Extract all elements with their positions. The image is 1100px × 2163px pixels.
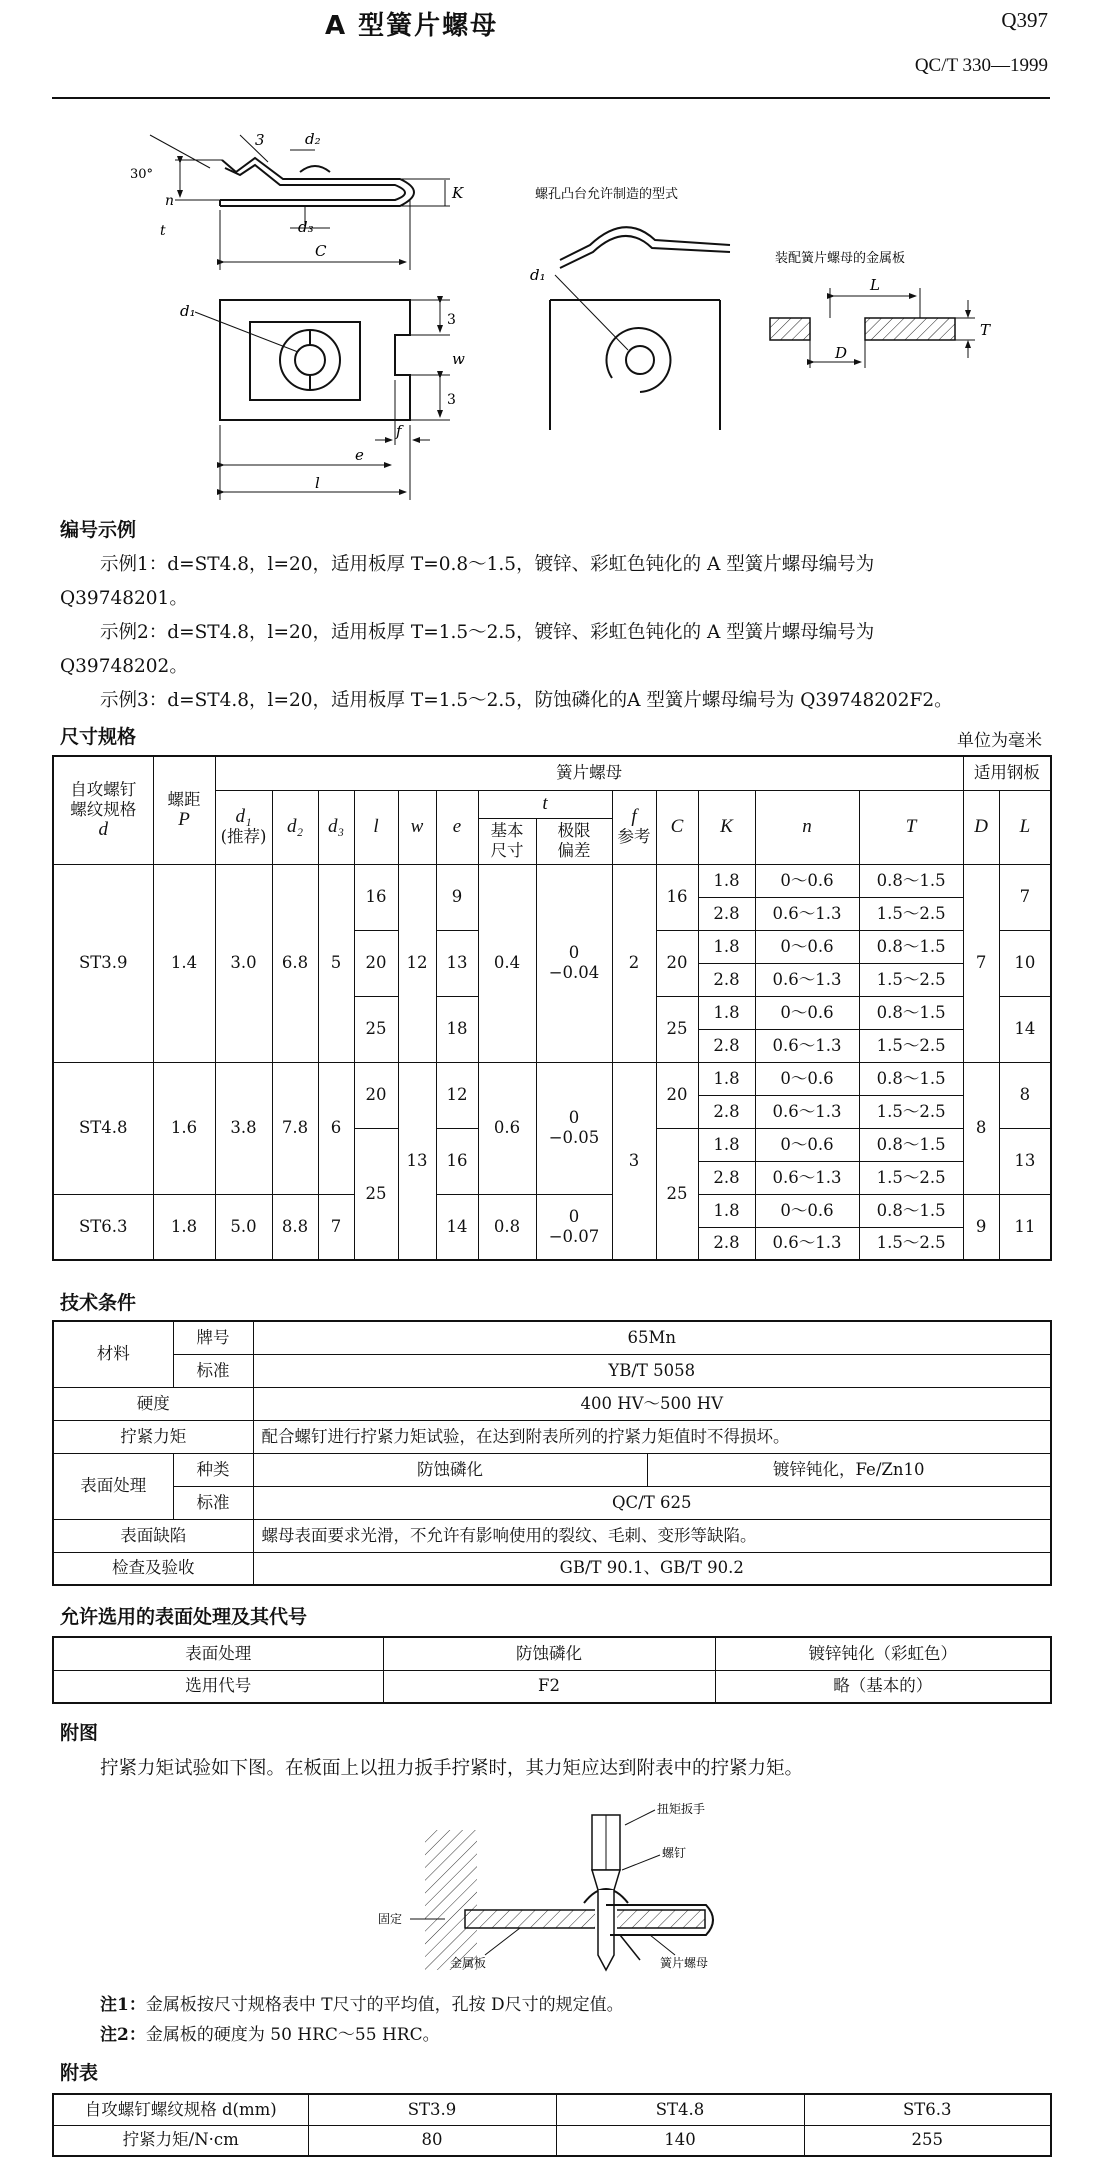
numbering-heading: 编号示例 [60, 519, 137, 541]
header-rule [52, 97, 1050, 99]
th-f: f 参考 [612, 790, 656, 864]
ex2-body: d=ST4.8，l=20，适用板厚 T=1.5～2.5，镀锌、彩虹色钝化的 A 型簧片螺母编号为 [167, 622, 875, 643]
note-1: 注1：金属板按尺寸规格表中 T尺寸的平均值，孔按 D尺寸的规定值。 [100, 1995, 624, 2015]
table-row: 材料 牌号 65Mn [53, 1321, 1051, 1354]
dim-l: l [315, 474, 320, 492]
dim-K: K [452, 184, 464, 202]
page-title: A 型簧片螺母 [325, 11, 499, 41]
caption-boss: 螺孔凸台允许制造的型式 [535, 187, 679, 202]
dim-t: t [160, 223, 166, 239]
table-row: 2.8 0.6～1.3 1.5～2.5 [53, 1161, 1051, 1194]
label-fixed: 固定 [378, 1912, 403, 1926]
ex2-cont: Q39748202。 [60, 656, 188, 677]
table-row: 20 13 20 1.8 0～0.6 0.8～1.5 10 [53, 930, 1051, 963]
torque-test-drawing [370, 1795, 750, 1980]
surface-codes-table [52, 1636, 1052, 1704]
th-t-dev: 极限 偏差 [536, 818, 612, 864]
appendix-table [52, 2093, 1052, 2157]
label-plate: 金属板 [450, 1956, 487, 1970]
dim-d2: d₂ [305, 130, 321, 148]
dim-e: e [355, 446, 364, 464]
label-spring-nut: 簧片螺母 [660, 1956, 709, 1970]
ex3-body: d=ST4.8，l=20，适用板厚 T=1.5～2.5，防蚀磷化的A 型簧片螺母编号为 Q39748202F2。 [167, 690, 953, 711]
table-row: 拧紧力矩 配合螺钉进行拧紧力矩试验，在达到附表所列的拧紧力矩值时不得损坏。 [53, 1420, 1051, 1453]
dim-d1-detail: d₁ [530, 266, 546, 284]
label-screw: 螺钉 [662, 1846, 687, 1860]
appendix-table-heading: 附表 [60, 2062, 99, 2084]
th-e: e [436, 790, 478, 864]
table-row: 标准 QC/T 625 [53, 1486, 1051, 1519]
dim-three-a: 3 [447, 312, 456, 328]
table-row: ST6.3 1.8 5.0 8.8 7 14 0.8 0 −0.07 1.8 0～0.6 0.8～1.5 9 11 [53, 1194, 1051, 1227]
table-row: 25 18 25 1.8 0～0.6 0.8～1.5 14 [53, 996, 1051, 1029]
th-t-basic: 基本 尺寸 [478, 818, 536, 864]
technical-drawing [0, 100, 1100, 510]
table-row: 2.8 0.6～1.3 1.5～2.5 [53, 1095, 1051, 1128]
ex1-body: d=ST4.8，l=20，适用板厚 T=0.8～1.5，镀锌、彩虹色钝化的 A 型簧片螺母编号为 [167, 554, 875, 575]
th-pitch: 螺距 P [153, 756, 215, 864]
dim-three-b: 3 [447, 392, 456, 408]
ex1-cont: Q39748201。 [60, 588, 188, 609]
th-d1: d₁ (推荐) [215, 790, 272, 864]
dim-d1: d₁ [180, 302, 196, 320]
label-wrench: 扭矩扳手 [657, 1802, 706, 1816]
numbering-examples [60, 548, 1050, 718]
dims-unit: 单位为毫米 [957, 731, 1042, 751]
dim-d3: d₃ [298, 218, 314, 236]
ex1-prefix: 示例1： [100, 554, 168, 575]
dimension-table [52, 755, 1052, 1261]
table-row: ST3.9 1.4 3.0 6.8 5 16 12 9 0.4 0 −0.04 2 16 1.8 0～0.6 0.8～1.5 7 7 [53, 864, 1051, 897]
dim-n: n [165, 193, 175, 209]
ex3-prefix: 示例3： [100, 690, 168, 711]
dim-angle: 30° [130, 167, 154, 182]
th-t: t [478, 790, 612, 818]
th-spec: 自攻螺钉 螺纹规格 d [53, 756, 153, 864]
dim-w: w [452, 350, 465, 368]
dim-f: f [396, 422, 402, 440]
appendix-fig-text: 拧紧力矩试验如下图。在板面上以扭力扳手拧紧时，其力矩应达到附表中的拧紧力矩。 [100, 1758, 804, 1779]
dim-C: C [315, 242, 327, 260]
tech-heading: 技术条件 [60, 1292, 137, 1314]
th-plate: 适用钢板 [963, 756, 1051, 790]
th-n: n [755, 790, 859, 864]
tech-table [52, 1320, 1052, 1586]
table-row: 2.8 0.6～1.3 1.5～2.5 [53, 1029, 1051, 1062]
th-w: w [398, 790, 436, 864]
table-row: 2.8 0.6～1.3 1.5～2.5 [53, 1227, 1051, 1260]
th-l: l [354, 790, 398, 864]
table-row: 表面处理 防蚀磷化 镀锌钝化（彩虹色） [53, 1637, 1051, 1670]
surface-codes-heading: 允许选用的表面处理及其代号 [60, 1606, 308, 1628]
table-row: 自攻螺钉螺纹规格 d(mm) ST3.9 ST4.8 ST6.3 [53, 2094, 1051, 2125]
side-view [220, 158, 414, 206]
note-2: 注2：金属板的硬度为 50 HRC～55 HRC。 [100, 2025, 440, 2045]
dim-three-top: 3 [255, 131, 265, 149]
table-row: 表面缺陷 螺母表面要求光滑，不允许有影响使用的裂纹、毛刺、变形等缺陷。 [53, 1519, 1051, 1552]
th-d3: d₃ [318, 790, 354, 864]
table-row: 硬度 400 HV～500 HV [53, 1387, 1051, 1420]
plate-section [770, 318, 955, 340]
th-d2: d₂ [272, 790, 318, 864]
boss-detail [550, 227, 730, 430]
table-row: 拧紧力矩/N·cm 80 140 255 [53, 2125, 1051, 2156]
dims-heading: 尺寸规格 [60, 726, 137, 748]
dim-D: D [835, 344, 848, 362]
table-row: 2.8 0.6～1.3 1.5～2.5 [53, 963, 1051, 996]
table-row: 25 16 25 1.8 0～0.6 0.8～1.5 13 [53, 1128, 1051, 1161]
part-code: Q397 [1001, 8, 1048, 32]
th-K: K [698, 790, 755, 864]
table-row: ST4.8 1.6 3.8 7.8 6 20 13 12 0.6 0 −0.05 3 20 1.8 0～0.6 0.8～1.5 8 8 [53, 1062, 1051, 1095]
th-L: L [999, 790, 1051, 864]
table-row: 选用代号 F2 略（基本的） [53, 1670, 1051, 1703]
table-row: 2.8 0.6～1.3 1.5～2.5 [53, 897, 1051, 930]
table-row: 检查及验收 GB/T 90.1、GB/T 90.2 [53, 1552, 1051, 1585]
th-C: C [656, 790, 698, 864]
th-nut: 簧片螺母 [215, 756, 963, 790]
top-view [220, 300, 410, 420]
dim-L: L [870, 276, 880, 294]
caption-plate: 装配簧片螺母的金属板 [775, 251, 906, 266]
dim-T: T [980, 321, 991, 339]
ex2-prefix: 示例2： [100, 622, 168, 643]
th-D: D [963, 790, 999, 864]
appendix-fig-heading: 附图 [60, 1722, 99, 1744]
standard-number: QC/T 330—1999 [914, 55, 1048, 76]
table-row: 表面处理 种类 防蚀磷化 镀锌钝化，Fe/Zn10 [53, 1453, 1051, 1486]
th-T: T [859, 790, 963, 864]
table-row: 标准 YB/T 5058 [53, 1354, 1051, 1387]
